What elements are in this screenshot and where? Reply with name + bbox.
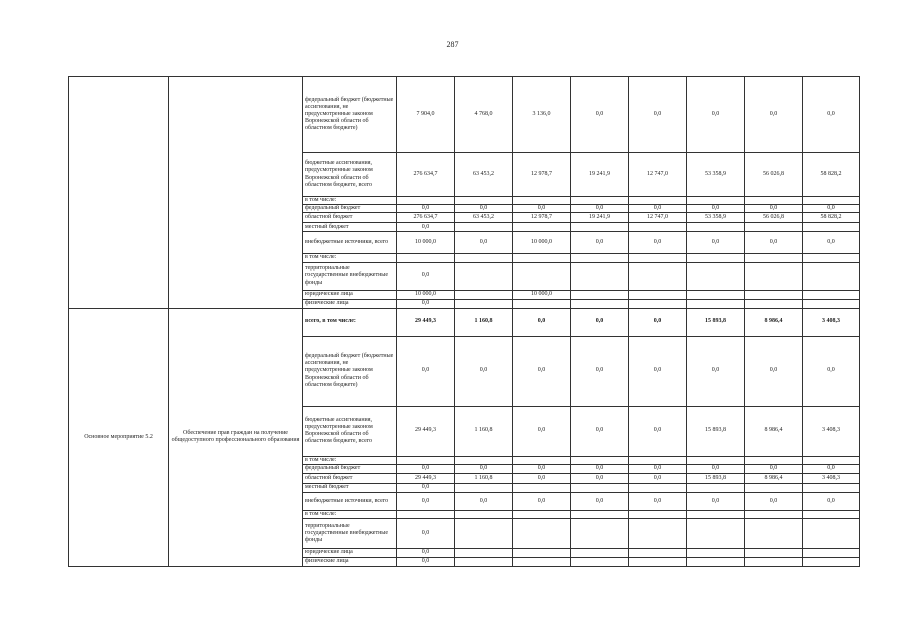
value-cell xyxy=(745,223,803,232)
value-cell: 0,0 xyxy=(513,205,571,213)
value-cell xyxy=(629,510,687,518)
value-cell xyxy=(571,254,629,262)
value-cell xyxy=(629,299,687,308)
value-cell xyxy=(513,223,571,232)
value-cell: 0,0 xyxy=(803,336,860,406)
row-label: физические лица xyxy=(303,299,397,308)
value-cell xyxy=(513,548,571,557)
value-cell xyxy=(455,510,513,518)
value-cell xyxy=(571,518,629,548)
value-cell: 58 828,2 xyxy=(803,153,860,197)
value-cell xyxy=(455,557,513,566)
value-cell: 0,0 xyxy=(629,473,687,483)
value-cell: 3 136,0 xyxy=(513,77,571,153)
value-cell: 53 358,9 xyxy=(687,153,745,197)
value-cell xyxy=(455,197,513,205)
row-label: юридические лица xyxy=(303,548,397,557)
value-cell: 0,0 xyxy=(629,406,687,456)
value-cell: 12 747,0 xyxy=(629,153,687,197)
value-cell: 0,0 xyxy=(571,232,629,254)
value-cell xyxy=(629,557,687,566)
value-cell xyxy=(803,518,860,548)
value-cell xyxy=(571,483,629,492)
value-cell: 0,0 xyxy=(397,205,455,213)
value-cell xyxy=(803,254,860,262)
value-cell xyxy=(455,299,513,308)
value-cell: 0,0 xyxy=(803,205,860,213)
value-cell: 63 453,2 xyxy=(455,213,513,223)
row-label: территориальные государственные внебюджетные фонды xyxy=(303,518,397,548)
value-cell xyxy=(629,290,687,299)
value-cell xyxy=(629,223,687,232)
budget-table xyxy=(68,76,860,567)
value-cell xyxy=(745,483,803,492)
value-cell xyxy=(629,254,687,262)
value-cell: 0,0 xyxy=(629,232,687,254)
value-cell xyxy=(629,456,687,464)
value-cell: 0,0 xyxy=(745,492,803,510)
value-cell: 0,0 xyxy=(571,77,629,153)
value-cell: 0,0 xyxy=(687,232,745,254)
value-cell: 0,0 xyxy=(513,492,571,510)
value-cell xyxy=(687,254,745,262)
row-label: областной бюджет xyxy=(303,213,397,223)
value-cell xyxy=(745,548,803,557)
value-cell: 0,0 xyxy=(629,336,687,406)
value-cell: 1 160,8 xyxy=(455,473,513,483)
value-cell xyxy=(745,197,803,205)
value-cell: 0,0 xyxy=(745,232,803,254)
value-cell xyxy=(745,557,803,566)
value-cell: 0,0 xyxy=(397,483,455,492)
value-cell: 0,0 xyxy=(455,336,513,406)
value-cell: 0,0 xyxy=(571,336,629,406)
value-cell: 7 904,0 xyxy=(397,77,455,153)
value-cell: 56 026,8 xyxy=(745,153,803,197)
value-cell xyxy=(803,548,860,557)
value-cell xyxy=(513,557,571,566)
row-label: федеральный бюджет xyxy=(303,205,397,213)
value-cell: 0,0 xyxy=(397,336,455,406)
value-cell: 56 026,8 xyxy=(745,213,803,223)
row-label: бюджетные ассигнования, предусмотренные законом Воронежской области об областном бюджете, всего xyxy=(303,406,397,456)
value-cell: 0,0 xyxy=(397,262,455,290)
row-label: в том числе: xyxy=(303,510,397,518)
value-cell xyxy=(397,254,455,262)
value-cell xyxy=(803,483,860,492)
value-cell: 0,0 xyxy=(745,336,803,406)
value-cell: 12 978,7 xyxy=(513,213,571,223)
value-cell: 12 978,7 xyxy=(513,153,571,197)
value-cell: 0,0 xyxy=(803,77,860,153)
row-label: в том числе: xyxy=(303,254,397,262)
page-number: 287 xyxy=(446,40,459,49)
value-cell xyxy=(803,290,860,299)
value-cell xyxy=(803,299,860,308)
value-cell: 12 747,0 xyxy=(629,213,687,223)
value-cell xyxy=(397,197,455,205)
value-cell: 1 160,8 xyxy=(455,308,513,336)
value-cell: 0,0 xyxy=(571,473,629,483)
value-cell: 276 634,7 xyxy=(397,213,455,223)
value-cell xyxy=(803,197,860,205)
value-cell xyxy=(629,548,687,557)
value-cell: 0,0 xyxy=(571,464,629,473)
value-cell: 0,0 xyxy=(571,492,629,510)
value-cell xyxy=(803,510,860,518)
value-cell xyxy=(687,510,745,518)
value-cell xyxy=(687,223,745,232)
value-cell: 0,0 xyxy=(687,205,745,213)
value-cell xyxy=(687,262,745,290)
value-cell xyxy=(571,557,629,566)
value-cell: 0,0 xyxy=(745,205,803,213)
value-cell xyxy=(513,299,571,308)
value-cell: 53 358,9 xyxy=(687,213,745,223)
value-cell xyxy=(397,510,455,518)
value-cell xyxy=(745,456,803,464)
value-cell: 15 893,8 xyxy=(687,406,745,456)
value-cell xyxy=(571,510,629,518)
value-cell xyxy=(745,290,803,299)
value-cell: 29 449,3 xyxy=(397,308,455,336)
value-cell: 0,0 xyxy=(397,223,455,232)
value-cell xyxy=(571,223,629,232)
value-cell: 0,0 xyxy=(397,557,455,566)
value-cell: 0,0 xyxy=(687,77,745,153)
prev-activity-code-cell xyxy=(69,77,169,309)
value-cell: 0,0 xyxy=(629,492,687,510)
value-cell xyxy=(745,518,803,548)
value-cell xyxy=(803,262,860,290)
value-cell: 10 000,0 xyxy=(513,232,571,254)
value-cell xyxy=(513,262,571,290)
value-cell: 0,0 xyxy=(571,308,629,336)
value-cell: 0,0 xyxy=(513,464,571,473)
value-cell xyxy=(571,548,629,557)
value-cell xyxy=(687,518,745,548)
table-row xyxy=(69,77,860,153)
value-cell: 0,0 xyxy=(397,299,455,308)
row-label: в том числе: xyxy=(303,456,397,464)
value-cell: 29 449,3 xyxy=(397,473,455,483)
value-cell: 15 893,8 xyxy=(687,473,745,483)
value-cell xyxy=(687,557,745,566)
row-label: всего, в том числе: xyxy=(303,308,397,336)
value-cell xyxy=(455,483,513,492)
value-cell xyxy=(397,456,455,464)
value-cell: 0,0 xyxy=(455,205,513,213)
value-cell: 0,0 xyxy=(455,464,513,473)
value-cell: 19 241,9 xyxy=(571,213,629,223)
value-cell: 0,0 xyxy=(803,464,860,473)
value-cell: 0,0 xyxy=(629,205,687,213)
value-cell xyxy=(455,254,513,262)
value-cell: 0,0 xyxy=(455,492,513,510)
value-cell: 0,0 xyxy=(571,205,629,213)
row-label: федеральный бюджет xyxy=(303,464,397,473)
value-cell xyxy=(687,290,745,299)
value-cell xyxy=(629,518,687,548)
value-cell xyxy=(513,197,571,205)
value-cell xyxy=(629,262,687,290)
value-cell xyxy=(571,299,629,308)
value-cell xyxy=(571,197,629,205)
value-cell: 8 986,4 xyxy=(745,473,803,483)
value-cell xyxy=(513,456,571,464)
value-cell xyxy=(455,262,513,290)
value-cell: 0,0 xyxy=(513,336,571,406)
value-cell: 0,0 xyxy=(397,548,455,557)
value-cell: 0,0 xyxy=(513,473,571,483)
value-cell xyxy=(455,456,513,464)
value-cell xyxy=(455,290,513,299)
value-cell: 0,0 xyxy=(397,518,455,548)
value-cell xyxy=(513,518,571,548)
value-cell: 0,0 xyxy=(687,336,745,406)
row-label: в том числе: xyxy=(303,197,397,205)
row-label: внебюджетные источники, всего xyxy=(303,232,397,254)
table-row xyxy=(69,308,860,336)
value-cell: 0,0 xyxy=(803,492,860,510)
value-cell: 0,0 xyxy=(629,77,687,153)
value-cell: 0,0 xyxy=(513,308,571,336)
value-cell: 0,0 xyxy=(745,464,803,473)
value-cell xyxy=(513,254,571,262)
value-cell xyxy=(455,518,513,548)
value-cell: 0,0 xyxy=(629,464,687,473)
value-cell: 8 986,4 xyxy=(745,406,803,456)
value-cell: 3 408,3 xyxy=(803,308,860,336)
row-label: федеральный бюджет (бюджетные ассигнования, не предусмотренные законом Воронежской области об областном бюджете) xyxy=(303,336,397,406)
value-cell: 10 000,0 xyxy=(397,290,455,299)
value-cell: 3 408,3 xyxy=(803,473,860,483)
row-label: местный бюджет xyxy=(303,223,397,232)
value-cell xyxy=(687,299,745,308)
row-label: территориальные государственные внебюджетные фонды xyxy=(303,262,397,290)
value-cell: 276 634,7 xyxy=(397,153,455,197)
value-cell: 0,0 xyxy=(803,232,860,254)
value-cell: 8 986,4 xyxy=(745,308,803,336)
value-cell: 0,0 xyxy=(513,406,571,456)
row-label: бюджетные ассигнования, предусмотренные законом Воронежской области об областном бюджете, всего xyxy=(303,153,397,197)
value-cell xyxy=(455,548,513,557)
value-cell: 10 000,0 xyxy=(513,290,571,299)
row-label: физические лица xyxy=(303,557,397,566)
value-cell xyxy=(629,483,687,492)
row-label: внебюджетные источники, всего xyxy=(303,492,397,510)
row-label: юридические лица xyxy=(303,290,397,299)
row-label: федеральный бюджет (бюджетные ассигнования, не предусмотренные законом Воронежской области об областном бюджете) xyxy=(303,77,397,153)
value-cell: 58 828,2 xyxy=(803,213,860,223)
value-cell xyxy=(687,548,745,557)
value-cell: 0,0 xyxy=(745,77,803,153)
activity-code: Основное мероприятие 5.2 xyxy=(69,308,169,566)
value-cell xyxy=(687,456,745,464)
value-cell: 10 000,0 xyxy=(397,232,455,254)
value-cell: 0,0 xyxy=(397,464,455,473)
prev-activity-name-cell xyxy=(169,77,303,309)
activity-name: Обеспечение прав граждан на получение общедоступного профессионального образования xyxy=(169,308,303,566)
value-cell: 3 408,3 xyxy=(803,406,860,456)
value-cell: 0,0 xyxy=(397,492,455,510)
value-cell xyxy=(455,223,513,232)
value-cell xyxy=(803,557,860,566)
row-label: местный бюджет xyxy=(303,483,397,492)
value-cell xyxy=(571,262,629,290)
value-cell xyxy=(571,456,629,464)
value-cell: 0,0 xyxy=(629,308,687,336)
value-cell xyxy=(687,483,745,492)
value-cell: 19 241,9 xyxy=(571,153,629,197)
value-cell: 1 160,8 xyxy=(455,406,513,456)
value-cell xyxy=(745,254,803,262)
value-cell: 29 449,3 xyxy=(397,406,455,456)
value-cell xyxy=(803,456,860,464)
value-cell xyxy=(803,223,860,232)
value-cell: 15 893,8 xyxy=(687,308,745,336)
value-cell: 0,0 xyxy=(571,406,629,456)
value-cell xyxy=(629,197,687,205)
value-cell: 0,0 xyxy=(687,464,745,473)
value-cell: 0,0 xyxy=(455,232,513,254)
value-cell xyxy=(687,197,745,205)
value-cell: 63 453,2 xyxy=(455,153,513,197)
row-label: областной бюджет xyxy=(303,473,397,483)
value-cell xyxy=(513,483,571,492)
value-cell: 4 768,0 xyxy=(455,77,513,153)
value-cell xyxy=(745,262,803,290)
value-cell xyxy=(513,510,571,518)
value-cell xyxy=(745,510,803,518)
value-cell xyxy=(571,290,629,299)
value-cell: 0,0 xyxy=(687,492,745,510)
value-cell xyxy=(745,299,803,308)
